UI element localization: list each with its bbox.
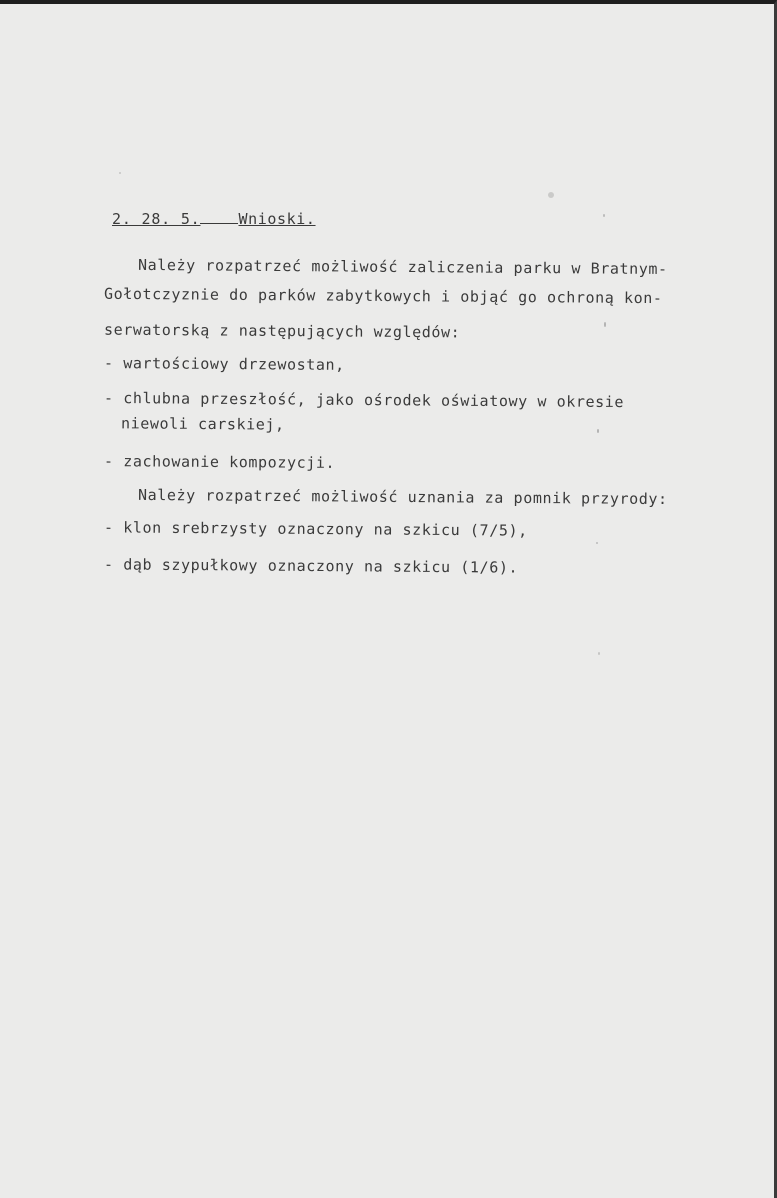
paper-speck xyxy=(548,192,554,198)
paper-speck xyxy=(598,652,600,655)
paragraph1-line3: serwatorską z następujących względów: xyxy=(103,320,461,342)
reason-item-1: - wartościowy drzewostan, xyxy=(103,354,345,374)
section-heading xyxy=(112,211,316,227)
section-number: 2. 28. 5. xyxy=(112,210,201,228)
monument-item-2: - dąb szypułkowy oznaczony na szkicu (1/6). xyxy=(103,555,519,577)
paper-speck xyxy=(597,429,599,433)
paper-speck xyxy=(603,214,605,217)
paragraph1-line2: Gołotczyznie do parków zabytkowych i objąć go ochroną kon- xyxy=(103,284,663,308)
heading-underline-gap xyxy=(200,211,238,224)
paragraph1-line1: Należy rozpatrzeć możliwość zaliczenia parku w Bratnym- xyxy=(137,255,668,279)
section-title: Wnioski. xyxy=(238,210,316,228)
paper-speck xyxy=(119,172,121,174)
monument-item-1: - klon srebrzysty oznaczony na szkicu (7/5), xyxy=(103,518,528,540)
reason-item-2: - chlubna przeszłość, jako ośrodek oświatowy w okresie xyxy=(103,388,625,412)
paper-speck xyxy=(596,542,598,544)
paragraph2: Należy rozpatrzeć możliwość uznania za pomnik przyrody: xyxy=(137,485,668,509)
paper-speck xyxy=(604,322,606,327)
reason-item-3: - zachowanie kompozycji. xyxy=(103,452,336,472)
reason-item-2-continuation: niewoli carskiej, xyxy=(120,414,285,434)
